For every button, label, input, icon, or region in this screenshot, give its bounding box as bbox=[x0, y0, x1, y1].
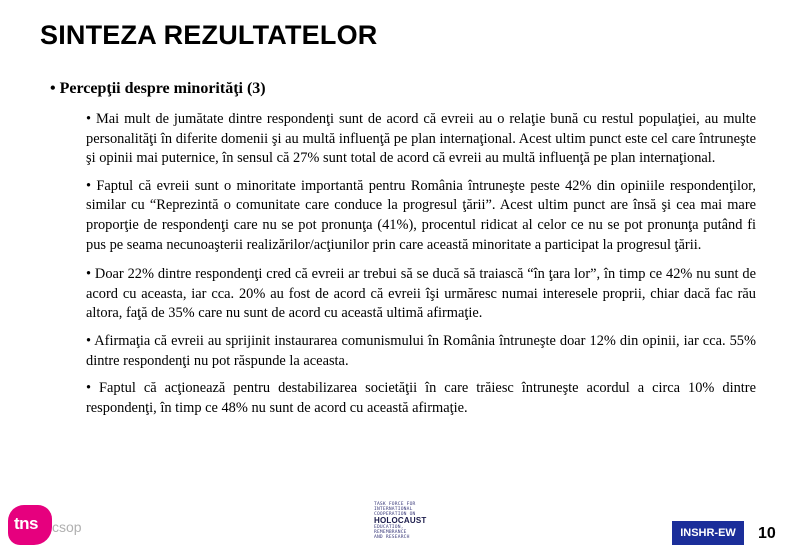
task-force-logo-line: AND RESEARCH bbox=[374, 535, 410, 540]
task-force-logo-line: COOPERATION ON bbox=[374, 512, 416, 517]
bullet-item: • Faptul că evreii sunt o minoritate importantă pentru România întruneşte peste 42% din opiniile respondenţilor, similar cu “Reprezintă o comunitate care conduce la progresul ţării”. Acest ultim punct are însă şi cea mai mare proporţie de respondenţi care nu se pot pronunţa (41%), procentul ridicat al celor ce nu se pot pronunţa putând fi pus pe seama necunoaşterii realizărilor/acţiunilor prin care această minoritate a participat la progresul ţării. bbox=[86, 177, 756, 253]
task-force-logo bbox=[374, 502, 432, 546]
task-force-logo-line: INTERNATIONAL bbox=[374, 507, 413, 512]
csop-logo-text: csop bbox=[52, 519, 82, 535]
inshr-ew-logo: INSHR-EW bbox=[672, 521, 744, 545]
page-title: SINTEZA REZULTATELOR bbox=[40, 20, 378, 50]
task-force-logo-line: TASK FORCE FOR bbox=[374, 502, 416, 507]
tns-badge bbox=[8, 505, 52, 545]
bullet-item: • Afirmaţia că evreii au sprijinit instaurarea comunismului în România întruneşte doar 12% din opinii, iar cca. 55% dintre respondenţi nu pot răspunde la aceasta. bbox=[86, 332, 756, 369]
section-heading: • Percepţii despre minorităţi (3) bbox=[50, 80, 266, 97]
tns-logo-text: tns bbox=[14, 514, 38, 533]
task-force-logo-line: HOLOCAUST bbox=[374, 516, 427, 525]
page-number: 10 bbox=[758, 525, 776, 542]
task-force-logo-line: EDUCATION, bbox=[374, 525, 404, 530]
tns-csop-logo bbox=[8, 505, 88, 547]
bullet-list bbox=[86, 110, 756, 426]
bullet-item: • Doar 22% dintre respondenţi cred că evreii ar trebui să se ducă să traiască “în ţara lor”, în timp ce 42% nu sunt de acord cu aceasta, iar cca. 20% au fost de acord că evreii îşi urmăresc numai interesele proprii, chiar dacă fac rău altora, faţă de 35% care nu sunt de acord cu această ultimă afirmaţie. bbox=[86, 266, 756, 322]
bullet-item: • Faptul că acţionează pentru destabilizarea societăţii în care trăiesc întruneşte acordul a circa 10% dintre respondenţi, în timp ce 48% nu sunt de acord cu această afirmaţie. bbox=[86, 380, 756, 416]
bullet-item: • Mai mult de jumătate dintre respondenţi sunt de acord că evreii au o relaţie bună cu restul populaţiei, au multe personalităţi în diferite domenii şi au multă influenţă pe plan internaţional. Acest ultim punct este cel care întruneşte şi opinii mai puternice, în sensul că 27% sunt total de acord că evreii au multă influenţă pe plan internaţional. bbox=[86, 111, 756, 167]
task-force-logo-line: REMEMBRANCE bbox=[374, 530, 407, 535]
